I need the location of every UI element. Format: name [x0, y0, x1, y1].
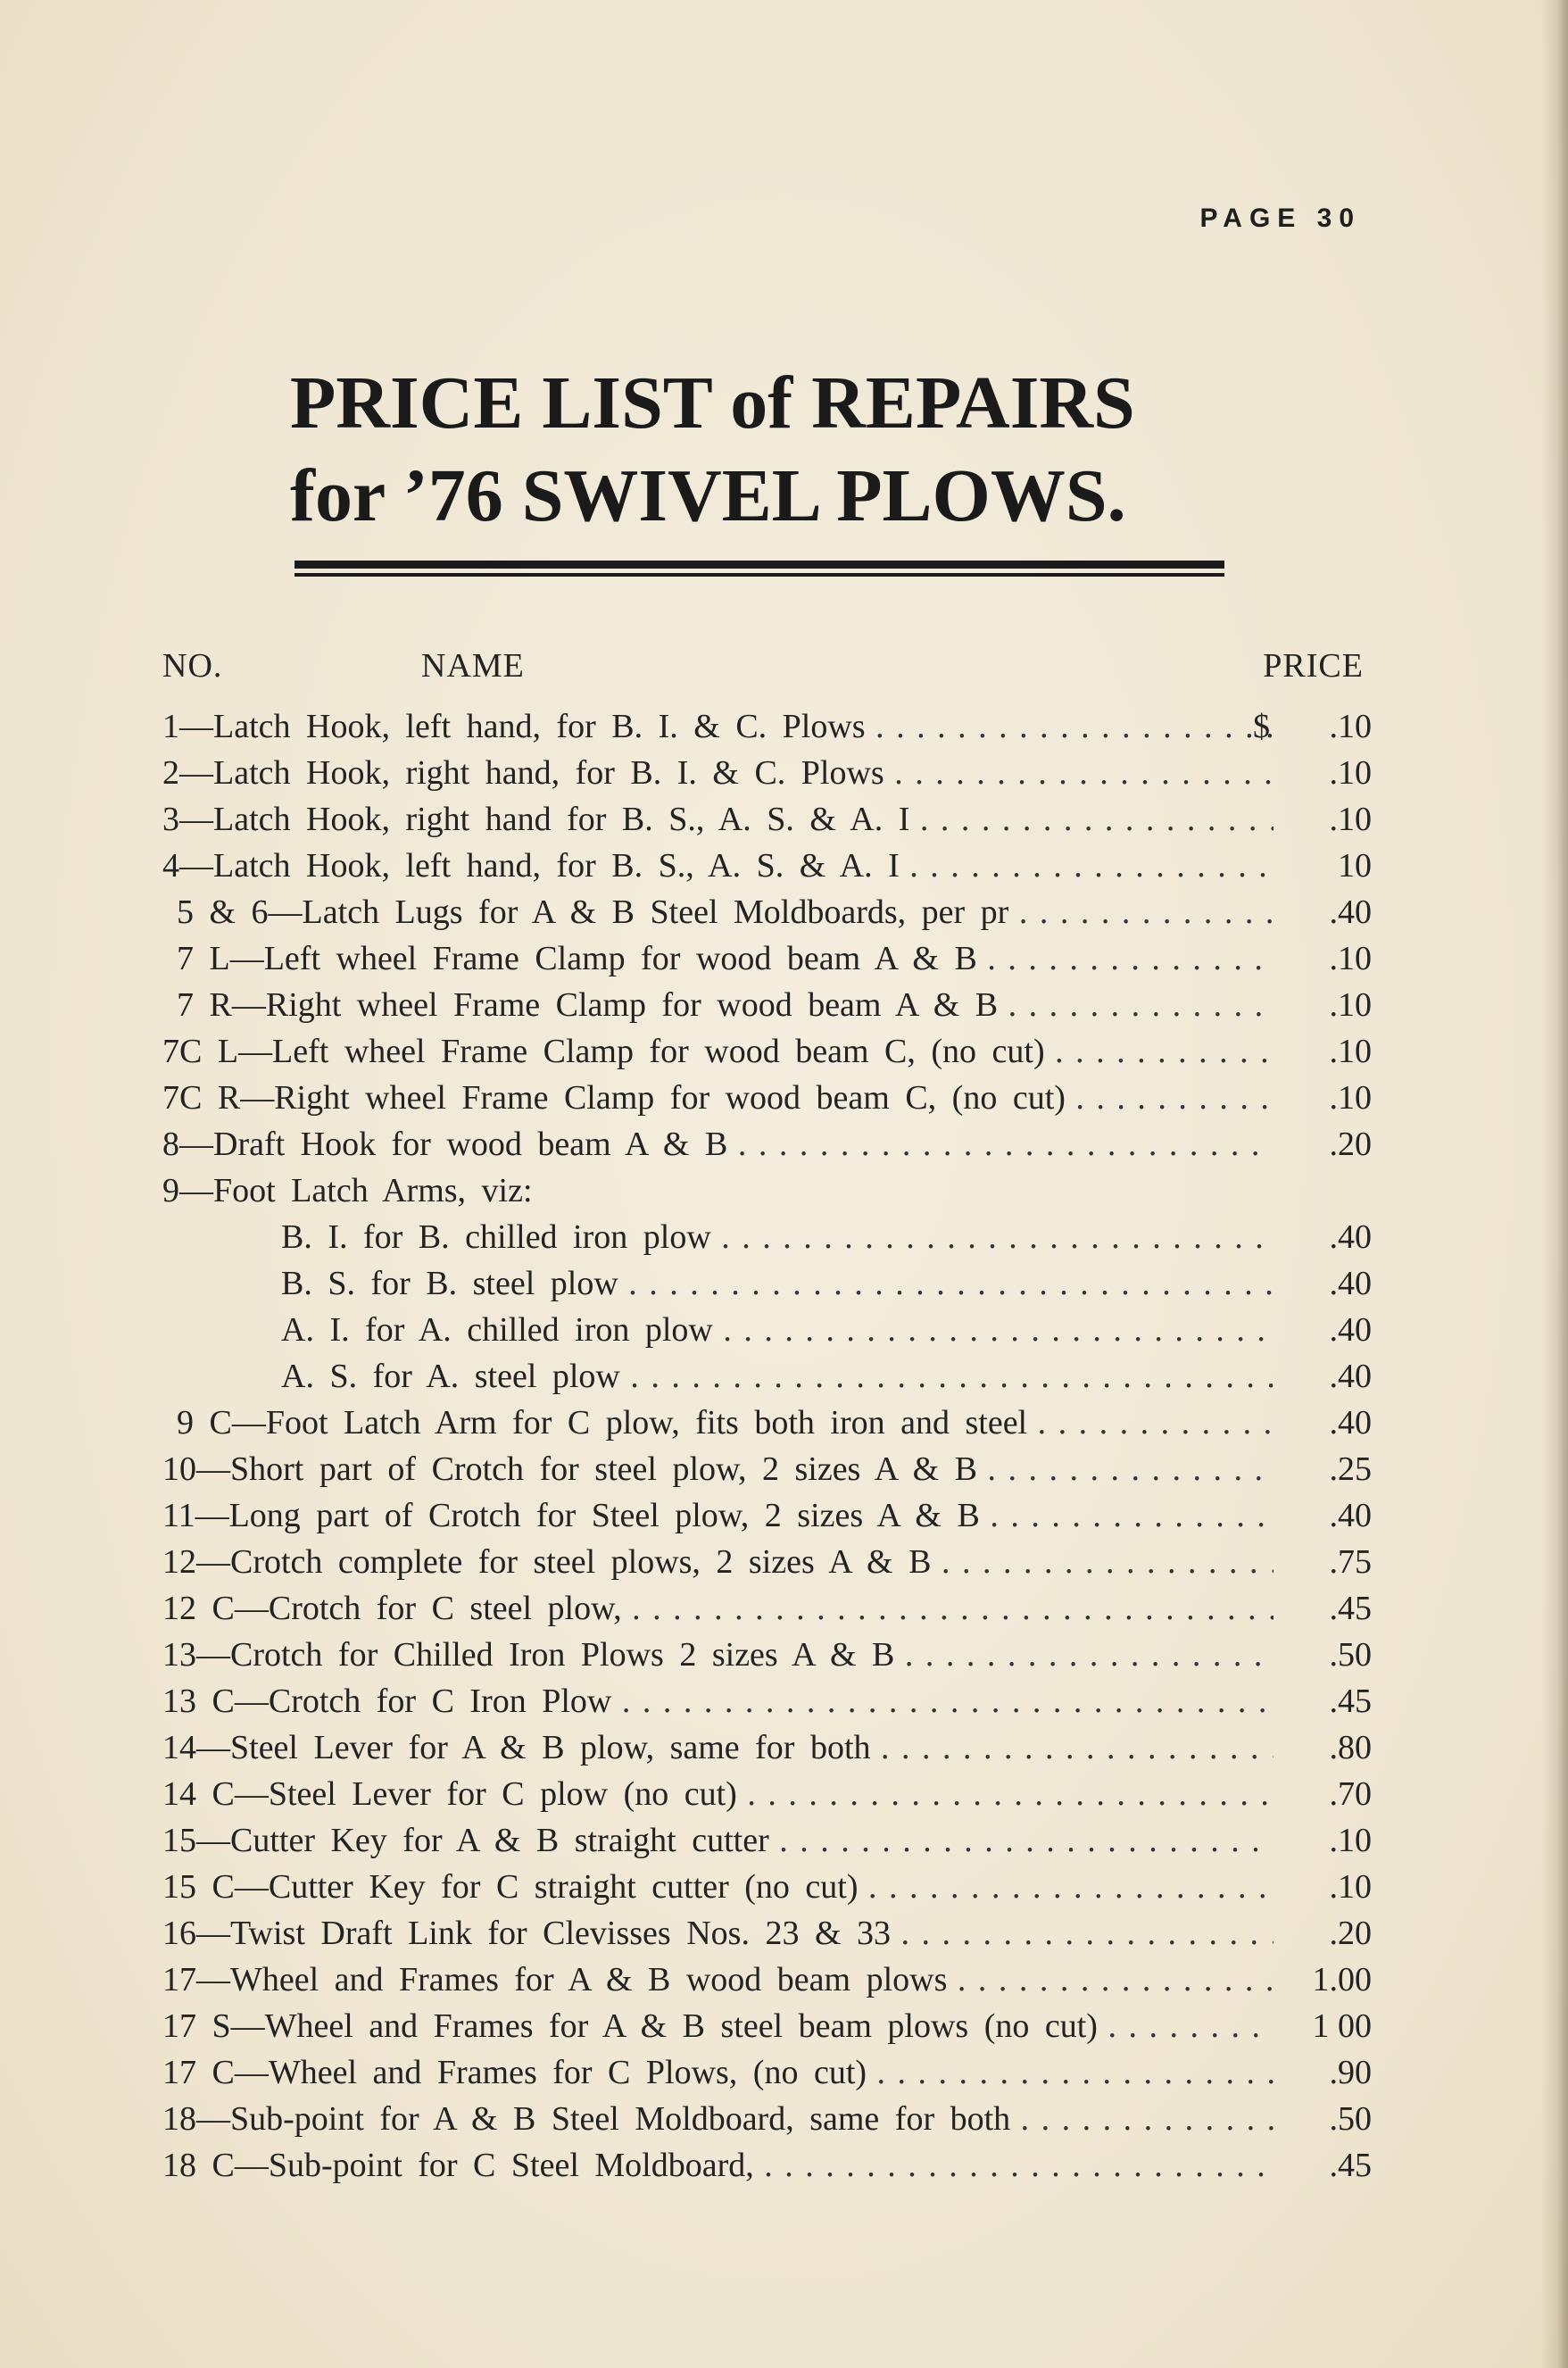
item-name: 13 C—Crotch for C Iron Plow . . .	[162, 1678, 1273, 1724]
item-name: 5 & 6—Latch Lugs for A & B Steel Moldboards, per pr . . .	[177, 889, 1273, 935]
table-row	[0, 2003, 1568, 2049]
table-row	[0, 1075, 1568, 1121]
item-price: .80	[1329, 1729, 1372, 1766]
table-row	[0, 843, 1568, 889]
table-row	[0, 2142, 1568, 2189]
item-name: 17 C—Wheel and Frames for C Plows, (no cut) . . .	[162, 2049, 1273, 2096]
item-price: .40	[1329, 1311, 1372, 1349]
item-name: 7 L—Left wheel Frame Clamp for wood beam A & B . . .	[177, 935, 1273, 982]
table-row	[0, 1817, 1568, 1864]
item-name: 3—Latch Hook, right hand for B. S., A. S. & A. I . . .	[162, 796, 1273, 843]
table-row	[0, 1539, 1568, 1585]
item-name: 17 S—Wheel and Frames for A & B steel beam plows (no cut) . . .	[162, 2003, 1273, 2049]
item-price: .45	[1329, 2147, 1372, 2184]
item-price: .40	[1329, 1358, 1372, 1395]
title-divider-thick	[295, 561, 1224, 569]
item-price: .10	[1329, 708, 1372, 745]
item-price: .10	[1329, 1868, 1372, 1906]
item-name: 12 C—Crotch for C steel plow, . . .	[162, 1585, 1273, 1632]
table-row	[0, 1353, 1568, 1400]
dollar-sign: $	[1253, 708, 1270, 745]
table-row	[0, 1400, 1568, 1446]
table-row	[0, 750, 1568, 796]
item-price: .10	[1329, 940, 1372, 977]
page-title	[290, 357, 1272, 543]
table-row	[0, 1910, 1568, 1957]
table-row	[0, 935, 1568, 982]
item-name: 11—Long part of Crotch for Steel plow, 2 sizes A & B . . .	[162, 1492, 1273, 1539]
item-name: A. I. for A. chilled iron plow . . .	[281, 1307, 1273, 1353]
item-name: 14 C—Steel Lever for C plow (no cut) . . .	[162, 1771, 1273, 1817]
item-price: .50	[1329, 1636, 1372, 1674]
item-price: .40	[1329, 1218, 1372, 1256]
item-name: 15 C—Cutter Key for C straight cutter (no cut) . . .	[162, 1864, 1273, 1910]
item-name: 2—Latch Hook, right hand, for B. I. & C. Plows . . .	[162, 750, 1273, 796]
table-row	[0, 703, 1568, 750]
title-divider-thin	[295, 573, 1224, 577]
item-name: 15—Cutter Key for A & B straight cutter . . .	[162, 1817, 1273, 1864]
title-line-1: PRICE LIST of REPAIRS	[290, 361, 1135, 445]
table-row	[0, 1492, 1568, 1539]
item-name: 13—Crotch for Chilled Iron Plows 2 sizes A & B . . .	[162, 1632, 1273, 1678]
table-row	[0, 1864, 1568, 1910]
table-row	[0, 889, 1568, 935]
item-name: 12—Crotch complete for steel plows, 2 sizes A & B . . .	[162, 1539, 1273, 1585]
header-name: NAME	[421, 647, 525, 685]
page-number: PAGE 30	[1199, 204, 1361, 233]
item-price: .45	[1329, 1683, 1372, 1720]
table-row	[0, 1028, 1568, 1075]
item-name: B. S. for B. steel plow . . .	[281, 1260, 1273, 1307]
table-row	[0, 1167, 1568, 1214]
table-row	[0, 1957, 1568, 2003]
header-price: PRICE	[1263, 647, 1364, 685]
table-row	[0, 1632, 1568, 1678]
item-name: 8—Draft Hook for wood beam A & B . . .	[162, 1121, 1273, 1167]
table-row	[0, 1214, 1568, 1260]
table-row	[0, 982, 1568, 1028]
item-name: 16—Twist Draft Link for Clevisses Nos. 23 & 33 . . .	[162, 1910, 1273, 1957]
table-row	[0, 1260, 1568, 1307]
item-name: 18 C—Sub-point for C Steel Moldboard, . . .	[162, 2142, 1273, 2189]
item-price: .10	[1329, 754, 1372, 792]
table-row	[0, 1121, 1568, 1167]
item-name: 7C R—Right wheel Frame Clamp for wood beam C, (no cut) . . .	[162, 1075, 1273, 1121]
item-price: .10	[1329, 986, 1372, 1024]
item-name: 7 R—Right wheel Frame Clamp for wood beam A & B . . .	[177, 982, 1273, 1028]
table-row	[0, 2096, 1568, 2142]
item-name: 18—Sub-point for A & B Steel Moldboard, same for both . . .	[162, 2096, 1273, 2142]
item-name: B. I. for B. chilled iron plow . . .	[281, 1214, 1273, 1260]
item-name: 17—Wheel and Frames for A & B wood beam plows . . .	[162, 1957, 1273, 2003]
table-row	[0, 1446, 1568, 1492]
table-row	[0, 1307, 1568, 1353]
table-row	[0, 1585, 1568, 1632]
item-price: .25	[1329, 1450, 1372, 1488]
item-name: 14—Steel Lever for A & B plow, same for both . . .	[162, 1724, 1273, 1771]
item-price: .50	[1329, 2100, 1372, 2138]
item-price: .10	[1329, 1079, 1372, 1117]
table-row	[0, 2049, 1568, 2096]
item-price: .40	[1329, 893, 1372, 931]
item-price: .90	[1329, 2054, 1372, 2091]
item-price: 1.00	[1312, 1961, 1372, 1998]
item-price: .40	[1329, 1497, 1372, 1534]
table-row	[0, 1724, 1568, 1771]
item-name: 7C L—Left wheel Frame Clamp for wood beam C, (no cut) . . .	[162, 1028, 1273, 1075]
item-price: .70	[1329, 1775, 1372, 1813]
item-price: .10	[1329, 1822, 1372, 1859]
item-name: 1—Latch Hook, left hand, for B. I. & C. Plows . . .	[162, 703, 1273, 750]
item-price: 1 00	[1312, 2007, 1372, 2045]
item-name: 4—Latch Hook, left hand, for B. S., A. S. & A. I . . .	[162, 843, 1273, 889]
item-price: .20	[1329, 1126, 1372, 1163]
item-name: 10—Short part of Crotch for steel plow, 2 sizes A & B . . .	[162, 1446, 1273, 1492]
item-price: .10	[1329, 801, 1372, 838]
item-name: 9—Foot Latch Arms, viz:	[162, 1172, 533, 1209]
item-price: .40	[1329, 1404, 1372, 1442]
item-price: .75	[1329, 1543, 1372, 1581]
title-line-2: for ’76 SWIVEL PLOWS.	[290, 454, 1126, 537]
item-price: 10	[1338, 847, 1372, 885]
item-name: A. S. for A. steel plow . . .	[281, 1353, 1273, 1400]
table-row	[0, 1678, 1568, 1724]
item-price: .45	[1329, 1590, 1372, 1627]
item-price: .10	[1329, 1033, 1372, 1070]
item-price: .40	[1329, 1265, 1372, 1302]
item-name: 9 C—Foot Latch Arm for C plow, fits both iron and steel . . .	[177, 1400, 1273, 1446]
table-row	[0, 796, 1568, 843]
item-price: .20	[1329, 1915, 1372, 1952]
header-no: NO.	[162, 647, 223, 685]
table-row	[0, 1771, 1568, 1817]
